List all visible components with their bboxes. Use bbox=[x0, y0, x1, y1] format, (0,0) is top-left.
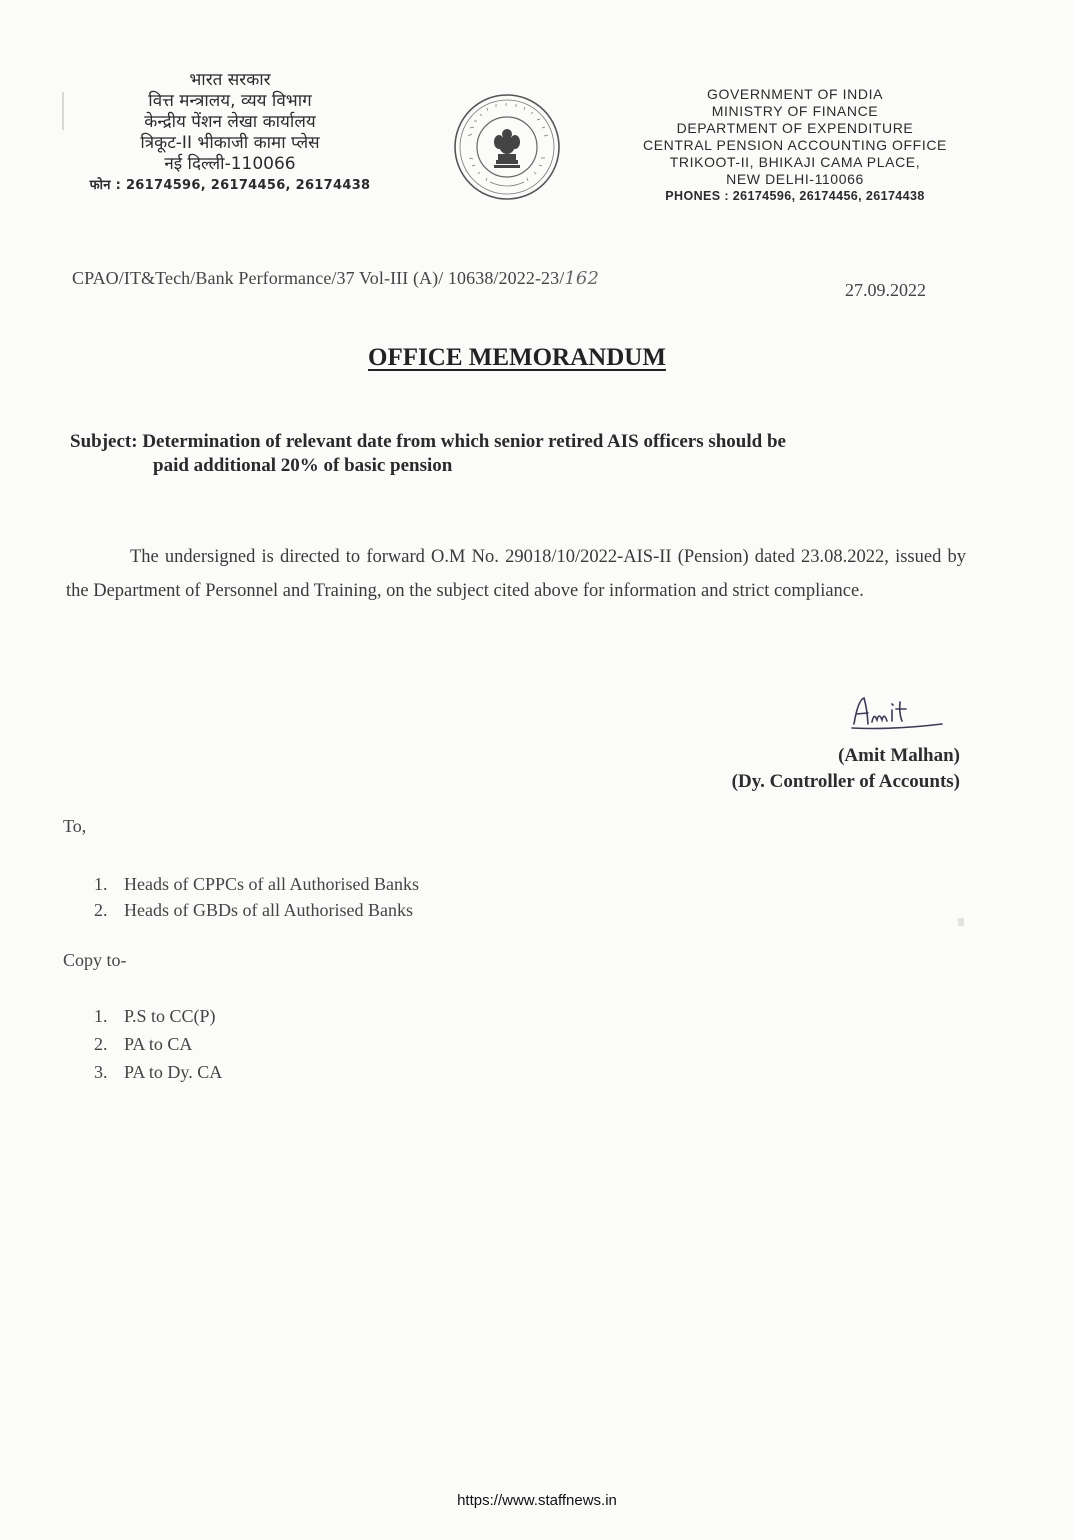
scan-artifact bbox=[958, 918, 964, 926]
signature-image bbox=[842, 694, 952, 738]
signatory-name: (Amit Malhan) bbox=[838, 745, 960, 766]
list-item-text: PA to Dy. CA bbox=[124, 1062, 223, 1082]
hindi-line-1: भारत सरकार bbox=[189, 70, 271, 90]
english-letterhead bbox=[600, 86, 990, 205]
list-item bbox=[94, 897, 419, 923]
national-emblem-seal-icon bbox=[452, 92, 562, 202]
list-item-number: 2. bbox=[94, 1034, 108, 1054]
list-item bbox=[94, 871, 419, 897]
to-label: To, bbox=[63, 816, 87, 836]
list-item-text: Heads of GBDs of all Authorised Banks bbox=[124, 900, 413, 920]
copy-to-list bbox=[94, 1002, 222, 1086]
subject-block bbox=[70, 430, 950, 478]
reference-text: CPAO/IT&Tech/Bank Performance/37 Vol-III (A)/ 10638/2022-23/ bbox=[72, 268, 565, 288]
english-line-1: GOVERNMENT OF INDIA bbox=[706, 86, 884, 102]
hindi-line-3: केन्द्रीय पेंशन लेखा कार्यालय bbox=[144, 112, 316, 132]
reference-handwritten-suffix: 162 bbox=[564, 268, 600, 289]
hindi-phones: फोन : 26174596, 26174456, 26174438 bbox=[89, 178, 371, 193]
list-item-number: 1. bbox=[94, 1006, 108, 1026]
english-line-5: TRIKOOT-II, BHIKAJI CAMA PLACE, bbox=[669, 154, 921, 170]
signatory-designation: (Dy. Controller of Accounts) bbox=[731, 771, 960, 792]
hindi-line-5: नई दिल्ली-110066 bbox=[164, 154, 296, 174]
hindi-line-4: त्रिकूट-II भीकाजी कामा प्लेस bbox=[140, 133, 320, 153]
english-line-2: MINISTRY OF FINANCE bbox=[711, 103, 879, 119]
list-item bbox=[94, 1030, 222, 1058]
hindi-line-2: वित्त मन्त्रालय, व्यय विभाग bbox=[148, 91, 312, 111]
list-item-text: Heads of CPPCs of all Authorised Banks bbox=[124, 874, 419, 894]
english-phones: PHONES : 26174596, 26174456, 26174438 bbox=[665, 189, 925, 203]
memo-date: 27.09.2022 bbox=[845, 280, 926, 300]
list-item-text: PA to CA bbox=[124, 1034, 193, 1054]
recipient-list bbox=[94, 871, 419, 923]
list-item bbox=[94, 1058, 222, 1086]
english-line-4: CENTRAL PENSION ACCOUNTING OFFICE bbox=[643, 137, 947, 153]
list-item-number: 2. bbox=[94, 900, 108, 920]
list-item-number: 3. bbox=[94, 1062, 108, 1082]
list-item-text: P.S to CC(P) bbox=[124, 1006, 216, 1026]
reference-number bbox=[72, 268, 599, 289]
page-title: OFFICE MEMORANDUM bbox=[368, 344, 666, 371]
english-line-6: NEW DELHI-110066 bbox=[726, 171, 864, 187]
subject-label: Subject: bbox=[70, 431, 138, 452]
english-line-3: DEPARTMENT OF EXPENDITURE bbox=[676, 120, 914, 136]
footer-url: https://www.staffnews.in bbox=[457, 1492, 617, 1509]
copy-to-label: Copy to- bbox=[63, 950, 127, 970]
list-item bbox=[94, 1002, 222, 1030]
subject-line-1: Determination of relevant date from which senior retired AIS officers should be bbox=[142, 431, 786, 452]
subject-line-2: paid additional 20% of basic pension bbox=[153, 455, 453, 476]
hindi-letterhead bbox=[70, 70, 390, 196]
body-paragraph: The undersigned is directed to forward O.M No. 29018/10/2022-AIS-II (Pension) dated 23.08.2022, issued by the Department of Personnel and Training, on the subject cited above for information and strict compliance. bbox=[66, 547, 966, 601]
scan-artifact bbox=[62, 92, 64, 130]
list-item-number: 1. bbox=[94, 874, 108, 894]
